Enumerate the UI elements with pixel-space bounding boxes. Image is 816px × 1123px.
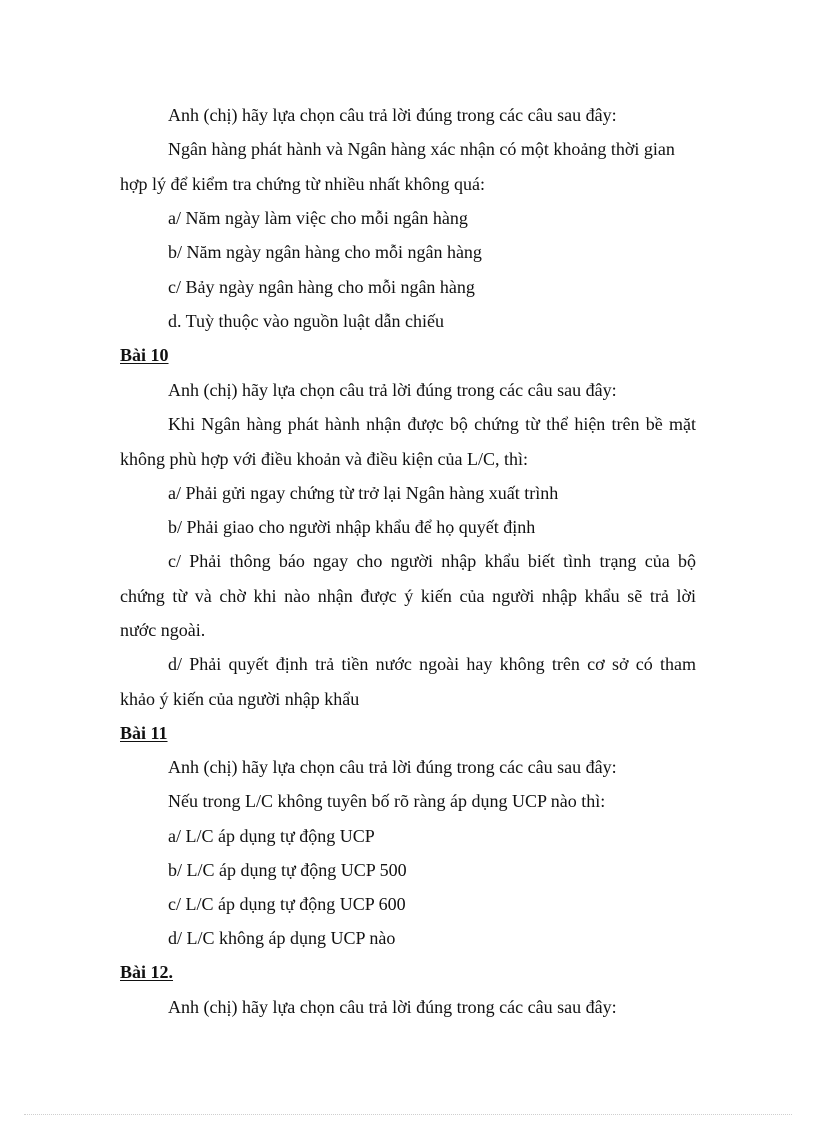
instruction-line: Anh (chị) hãy lựa chọn câu trả lời đúng trong các câu sau đây: (168, 757, 617, 777)
question-line: không phù hợp với điều khoản và điều kiện của L/C, thì: (120, 449, 528, 469)
question-line: hợp lý để kiểm tra chứng từ nhiều nhất không quá: (120, 174, 485, 194)
answer-option-c-continued: chứng từ và chờ khi nào nhận được ý kiến của người nhập khẩu sẽ trả lời (120, 586, 696, 606)
answer-option-b: b/ Năm ngày ngân hàng cho mỗi ngân hàng (168, 242, 482, 262)
answer-option-c: c/ Phải thông báo ngay cho người nhập khẩu biết tình trạng của bộ (168, 551, 696, 571)
answer-option-a: a/ Phải gửi ngay chứng từ trở lại Ngân hàng xuất trình (168, 483, 559, 503)
section-heading: Bài 12. (120, 962, 174, 982)
answer-option-a: a/ L/C áp dụng tự động UCP (168, 826, 375, 846)
section-heading: Bài 11 (120, 723, 168, 743)
page-bottom-divider (24, 1114, 792, 1115)
answer-option-d: d/ Phải quyết định trả tiền nước ngoài hay không trên cơ sở có tham (168, 654, 696, 674)
answer-option-d: d/ L/C không áp dụng UCP nào (168, 928, 396, 948)
answer-option-d-continued: khảo ý kiến của người nhập khẩu (120, 689, 360, 709)
answer-option-c: c/ L/C áp dụng tự động UCP 600 (168, 894, 406, 914)
answer-option-c-continued: nước ngoài. (120, 620, 206, 640)
instruction-line: Anh (chị) hãy lựa chọn câu trả lời đúng trong các câu sau đây: (168, 105, 617, 125)
instruction-line: Anh (chị) hãy lựa chọn câu trả lời đúng trong các câu sau đây: (168, 380, 617, 400)
answer-option-b: b/ Phải giao cho người nhập khẩu để họ quyết định (168, 517, 536, 537)
instruction-line: Anh (chị) hãy lựa chọn câu trả lời đúng trong các câu sau đây: (168, 997, 617, 1017)
answer-option-d: d. Tuỳ thuộc vào nguồn luật dẫn chiếu (168, 311, 444, 331)
answer-option-a: a/ Năm ngày làm việc cho mỗi ngân hàng (168, 208, 468, 228)
question-line: Nếu trong L/C không tuyên bố rõ ràng áp dụng UCP nào thì: (168, 791, 606, 811)
answer-option-b: b/ L/C áp dụng tự động UCP 500 (168, 860, 407, 880)
answer-option-c: c/ Bảy ngày ngân hàng cho mỗi ngân hàng (168, 277, 475, 297)
section-heading: Bài 10 (120, 345, 169, 365)
question-line: Khi Ngân hàng phát hành nhận được bộ chứng từ thể hiện trên bề mặt (168, 414, 696, 434)
question-line: Ngân hàng phát hành và Ngân hàng xác nhận có một khoảng thời gian (168, 139, 675, 159)
